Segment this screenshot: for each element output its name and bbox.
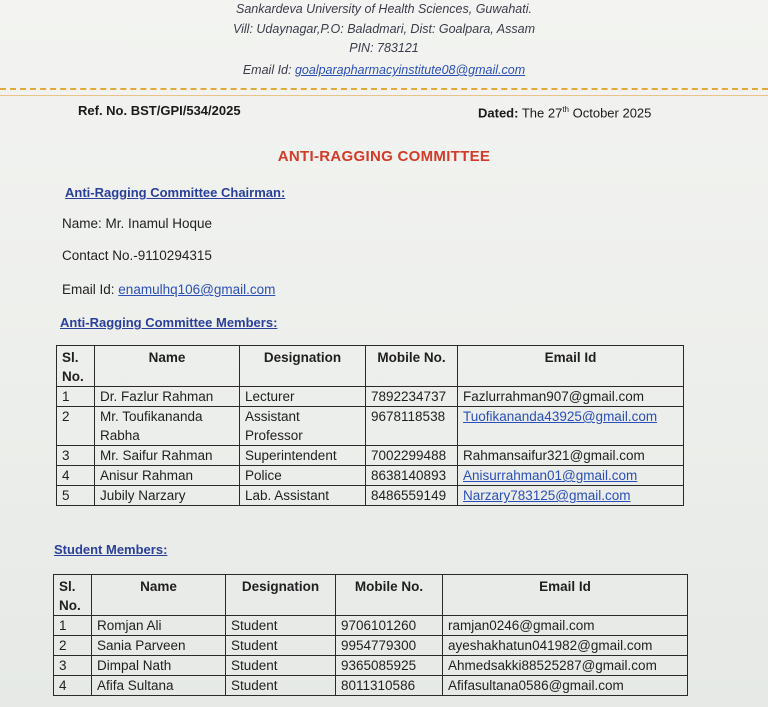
cell-name: Anisur Rahman <box>95 466 240 486</box>
letterhead-university: Sankardeva University of Health Sciences, Guwahati. <box>236 2 532 16</box>
cell-sl: 5 <box>57 486 95 506</box>
table-row <box>54 636 688 656</box>
table-row <box>57 446 684 466</box>
chairman-email-line <box>62 282 275 297</box>
date-line <box>478 105 651 120</box>
cell-email[interactable]: Narzary783125@gmail.com <box>458 486 684 506</box>
reference-number: Ref. No. BST/GPI/534/2025 <box>78 103 241 118</box>
letterhead-email-label: Email Id: <box>242 63 292 77</box>
students-header-row <box>54 575 688 616</box>
cell-email: Ahmedsakki88525287@gmail.com <box>443 656 688 676</box>
cell-mobile: 9365085925 <box>336 656 443 676</box>
cell-name: Jubily Narzary <box>95 486 240 506</box>
page-title: ANTI-RAGGING COMMITTEE <box>277 148 491 165</box>
cell-mobile: 9954779300 <box>336 636 443 656</box>
students-heading: Student Members: <box>54 542 168 557</box>
cell-sl: 3 <box>57 446 95 466</box>
cell-email: Afifasultana0586@gmail.com <box>443 676 688 696</box>
table-row <box>57 387 684 407</box>
letterhead-address: Vill: Udaynagar,P.O: Baladmari, Dist: Goalpara, Assam <box>233 22 535 36</box>
letterhead-email-link[interactable]: goalparapharmacyinstitute08@gmail.com <box>294 63 526 77</box>
cell-sl: 4 <box>57 466 95 486</box>
table-row <box>54 616 688 636</box>
header-mobile: Mobile No. <box>336 575 443 616</box>
cell-email[interactable]: Anisurrahman01@gmail.com <box>458 466 684 486</box>
cell-name: Mr. Saifur Rahman <box>95 446 240 466</box>
cell-name: Dr. Fazlur Rahman <box>95 387 240 407</box>
members-table <box>56 345 684 506</box>
cell-email: Rahmansaifur321@gmail.com <box>458 446 684 466</box>
cell-designation: Student <box>226 676 336 696</box>
header-email: Email Id <box>443 575 688 616</box>
header-mobile: Mobile No. <box>366 346 458 387</box>
cell-email: Fazlurrahman907@gmail.com <box>458 387 684 407</box>
students-table <box>53 574 688 696</box>
table-row <box>54 676 688 696</box>
chairman-contact: Contact No.-9110294315 <box>62 248 212 263</box>
cell-email: ayeshakhatun041982@gmail.com <box>443 636 688 656</box>
cell-designation: Lecturer <box>240 387 366 407</box>
cell-mobile: 9678118538 <box>366 407 458 446</box>
cell-mobile: 7002299488 <box>366 446 458 466</box>
members-heading: Anti-Ragging Committee Members: <box>60 315 278 330</box>
cell-sl: 1 <box>57 387 95 407</box>
header-sl: Sl. No. <box>54 575 92 616</box>
cell-designation: Lab. Assistant <box>240 486 366 506</box>
table-row <box>57 407 684 446</box>
table-row <box>54 656 688 676</box>
chairman-email-label: Email Id: <box>62 282 115 297</box>
cell-mobile: 8011310586 <box>336 676 443 696</box>
date-suffix: October 2025 <box>569 105 652 121</box>
cell-sl: 1 <box>54 616 92 636</box>
cell-name: Dimpal Nath <box>92 656 226 676</box>
cell-sl: 2 <box>54 636 92 656</box>
cell-sl: 2 <box>57 407 95 446</box>
cell-mobile: 7892234737 <box>366 387 458 407</box>
cell-designation: Student <box>226 656 336 676</box>
cell-designation: Student <box>226 616 336 636</box>
header-name: Name <box>92 575 226 616</box>
cell-designation: Superintendent <box>240 446 366 466</box>
chairman-email-link[interactable]: enamulhq106@gmail.com <box>118 282 276 297</box>
cell-name: Afifa Sultana <box>92 676 226 696</box>
chairman-name: Name: Mr. Inamul Hoque <box>62 216 213 231</box>
date-sup: th <box>562 105 569 114</box>
header-divider-thin <box>0 95 768 96</box>
cell-designation: Police <box>240 466 366 486</box>
cell-sl: 3 <box>54 656 92 676</box>
header-designation: Designation <box>226 575 336 616</box>
cell-name: Mr. Toufikananda Rabha <box>95 407 240 446</box>
table-row <box>57 466 684 486</box>
header-email: Email Id <box>458 346 684 387</box>
cell-mobile: 8486559149 <box>366 486 458 506</box>
header-sl: Sl. No. <box>57 346 95 387</box>
header-designation: Designation <box>240 346 366 387</box>
cell-designation: Student <box>226 636 336 656</box>
letterhead-email-line <box>0 63 768 77</box>
cell-name: Romjan Ali <box>92 616 226 636</box>
cell-mobile: 9706101260 <box>336 616 443 636</box>
table-row <box>57 486 684 506</box>
cell-mobile: 8638140893 <box>366 466 458 486</box>
members-header-row <box>57 346 684 387</box>
cell-designation: Assistant Professor <box>240 407 366 446</box>
cell-email[interactable]: Tuofikananda43925@gmail.com <box>458 407 684 446</box>
cell-sl: 4 <box>54 676 92 696</box>
cell-email: ramjan0246@gmail.com <box>443 616 688 636</box>
chairman-heading: Anti-Ragging Committee Chairman: <box>65 185 286 200</box>
header-name: Name <box>95 346 240 387</box>
date-label: Dated: <box>478 105 519 121</box>
cell-name: Sania Parveen <box>92 636 226 656</box>
header-divider <box>0 88 768 90</box>
date-prefix: The 27 <box>521 105 563 121</box>
letterhead-pin: PIN: 783121 <box>349 41 419 55</box>
